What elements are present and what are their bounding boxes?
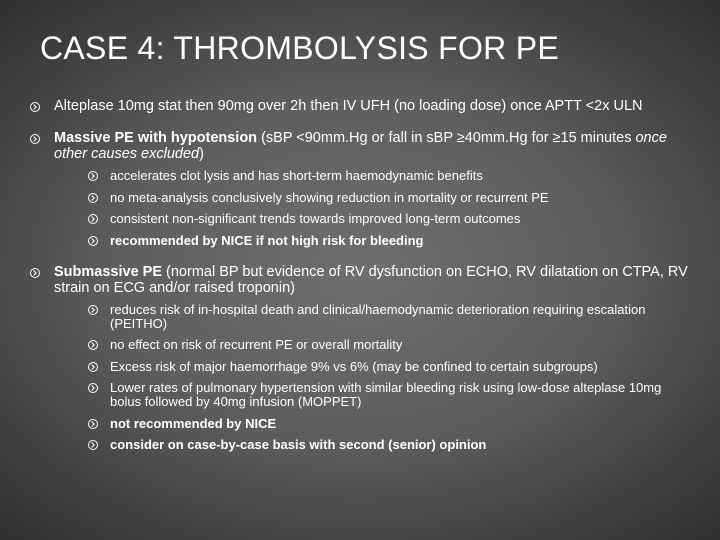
circled-chevron-bullet-icon (88, 383, 98, 393)
sub-list-item (88, 191, 690, 205)
slide-title: CASE 4: THROMBOLYSIS FOR PE (40, 30, 560, 66)
bullet-heading: Massive PE with hypotension (54, 130, 258, 146)
sub-list-item (88, 303, 690, 331)
bullet-submassive-pe (30, 264, 690, 453)
sub-item-text: no meta-analysis conclusively showing reduction in mortality or recurrent PE (110, 189, 549, 205)
circled-chevron-bullet-icon (88, 236, 98, 246)
slide-content (30, 98, 690, 460)
sub-list-item (88, 338, 690, 352)
circled-chevron-bullet-icon (88, 362, 98, 372)
bullet-text: (normal BP but evidence of RV dysfunction on ECHO, RV dilatation on CTPA, RV strain on ECG and/or raised troponin) (54, 263, 688, 296)
sub-list-massive-pe (88, 169, 690, 248)
sub-list-item (88, 360, 690, 374)
sub-item-text: Excess risk of major haemorrhage 9% vs 6% (may be confined to certain subgroups) (110, 358, 598, 374)
sub-list-item (88, 234, 690, 248)
bullet-text-close: ) (199, 146, 204, 162)
sub-list-item (88, 212, 690, 226)
bullet-massive-pe (30, 130, 690, 248)
bullet-italic-text: once other causes excluded (54, 130, 667, 162)
sub-item-text: recommended by NICE if not high risk for bleeding (110, 232, 424, 248)
circled-chevron-bullet-icon (88, 340, 98, 350)
circled-chevron-bullet-icon (88, 440, 98, 450)
circled-chevron-bullet-icon (30, 102, 40, 112)
circled-chevron-bullet-icon (88, 193, 98, 203)
sub-item-text: not recommended by NICE (110, 415, 277, 431)
sub-list-item (88, 381, 690, 409)
sub-item-text: Lower rates of pulmonary hypertension with similar bleeding risk using low-dose alteplase 10mg bolus followed by 40mg infusion (MOPPET) (110, 380, 662, 409)
circled-chevron-bullet-icon (88, 171, 98, 181)
circled-chevron-bullet-icon (30, 268, 40, 278)
sub-item-text: consider on case-by-case basis with second (senior) opinion (110, 437, 487, 452)
sub-item-text: accelerates clot lysis and has short-term haemodynamic benefits (110, 168, 483, 183)
circled-chevron-bullet-icon (88, 305, 98, 315)
sub-item-text: consistent non-significant trends towards improved long-term outcomes (110, 211, 521, 226)
bullet-text: Alteplase 10mg stat then 90mg over 2h then IV UFH (no loading dose) once APTT <2x ULN (54, 98, 643, 114)
sub-item-text: no effect on risk of recurrent PE or overall mortality (110, 337, 403, 352)
sub-list-submassive-pe (88, 303, 690, 453)
sub-list-item (88, 169, 690, 183)
circled-chevron-bullet-icon (88, 419, 98, 429)
sub-list-item (88, 438, 690, 452)
circled-chevron-bullet-icon (30, 134, 40, 144)
sub-item-text: reduces risk of in-hospital death and clinical/haemodynamic deterioration requiring escalation (PEITHO) (110, 301, 646, 331)
bullet-text: (sBP <90mm.Hg or fall in sBP ≥40mm.Hg for ≥15 minutes (257, 130, 636, 146)
sub-list-item (88, 417, 690, 431)
circled-chevron-bullet-icon (88, 214, 98, 224)
bullet-heading: Submassive PE (54, 263, 162, 280)
bullet-alteplase-dosing (30, 98, 690, 114)
